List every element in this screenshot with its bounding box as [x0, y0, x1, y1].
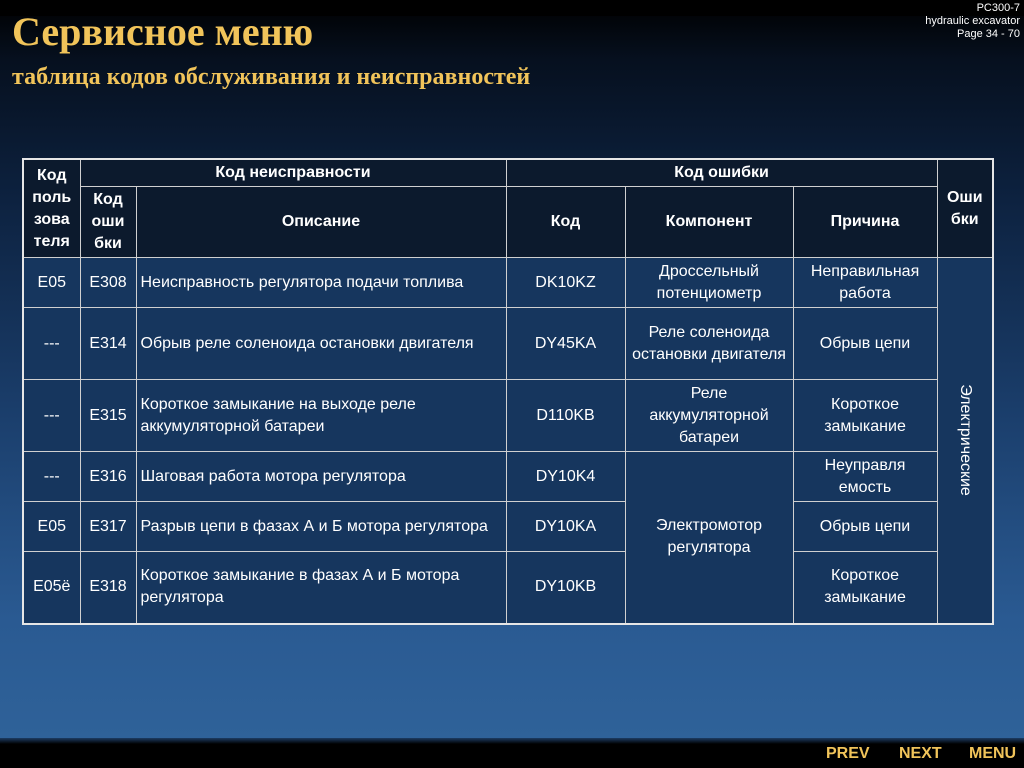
description-cell: Разрыв цепи в фазах А и Б мотора регулятора	[136, 502, 506, 552]
err-code-cell: DY10KB	[506, 552, 625, 624]
description-cell: Неисправность регулятора подачи топлива	[136, 258, 506, 308]
component-cell: Дроссельный потенциометр	[625, 258, 793, 308]
next-button[interactable]: NEXT	[899, 745, 942, 762]
description-cell: Шаговая работа мотора регулятора	[136, 452, 506, 502]
menu-button[interactable]: MENU	[969, 745, 1017, 762]
err-code-cell: DY10K4	[506, 452, 625, 502]
document-meta	[925, 2, 1020, 41]
table-row	[23, 452, 993, 502]
header-cause: Причина	[793, 187, 937, 258]
header-code: Код оши бки	[80, 187, 136, 258]
code-cell: E317	[80, 502, 136, 552]
page-subtitle: таблица кодов обслуживания и неисправностей	[12, 64, 531, 90]
description-cell: Обрыв реле соленоида остановки двигателя	[136, 308, 506, 380]
table-row	[23, 380, 993, 452]
category-cell	[937, 258, 993, 624]
machine-label: hydraulic excavator	[925, 15, 1020, 27]
code-cell: E308	[80, 258, 136, 308]
page-title: Сервисное меню	[12, 9, 314, 54]
user-code-cell: ---	[23, 380, 80, 452]
header-component: Компонент	[625, 187, 793, 258]
header-description: Описание	[136, 187, 506, 258]
err-code-cell: DY10KA	[506, 502, 625, 552]
user-code-cell: E05	[23, 258, 80, 308]
table-row	[23, 502, 993, 552]
description-cell: Короткое замыкание на выходе реле аккумуляторной батареи	[136, 380, 506, 452]
header-fault-code: Код неисправности	[80, 159, 506, 187]
user-code-cell: E05ё	[23, 552, 80, 624]
header-error-code-group: Код ошибки	[506, 159, 937, 187]
prev-button[interactable]: PREV	[826, 745, 870, 762]
fault-code-table	[22, 158, 994, 625]
user-code-cell: ---	[23, 308, 80, 380]
user-code-cell: E05	[23, 502, 80, 552]
table-row	[23, 552, 993, 624]
cause-cell: Неправильная работа	[793, 258, 937, 308]
cause-cell: Короткое замыкание	[793, 552, 937, 624]
component-cell: Реле аккумуляторной батареи	[625, 380, 793, 452]
header-error-type: Оши бки	[937, 159, 993, 258]
model-label: PC300-7	[976, 2, 1020, 14]
cause-cell: Обрыв цепи	[793, 308, 937, 380]
component-cell: Электромотор регулятора	[625, 452, 793, 624]
code-cell: E316	[80, 452, 136, 502]
code-cell: E314	[80, 308, 136, 380]
header-user-code: Код поль зова теля	[23, 159, 80, 258]
description-cell: Короткое замыкание в фазах А и Б мотора регулятора	[136, 552, 506, 624]
table-row	[23, 258, 993, 308]
err-code-cell: DK10KZ	[506, 258, 625, 308]
page-number: Page 34 - 70	[957, 28, 1020, 40]
err-code-cell: DY45KA	[506, 308, 625, 380]
category-label: Электрические	[956, 384, 974, 497]
bottom-nav-bar	[0, 738, 1024, 768]
user-code-cell: ---	[23, 452, 80, 502]
code-cell: E318	[80, 552, 136, 624]
table-row	[23, 308, 993, 380]
component-cell: Реле соленоида остановки двигателя	[625, 308, 793, 380]
cause-cell: Неуправля емость	[793, 452, 937, 502]
err-code-cell: D110KB	[506, 380, 625, 452]
code-cell: E315	[80, 380, 136, 452]
cause-cell: Обрыв цепи	[793, 502, 937, 552]
header-err-code: Код	[506, 187, 625, 258]
cause-cell: Короткое замыкание	[793, 380, 937, 452]
